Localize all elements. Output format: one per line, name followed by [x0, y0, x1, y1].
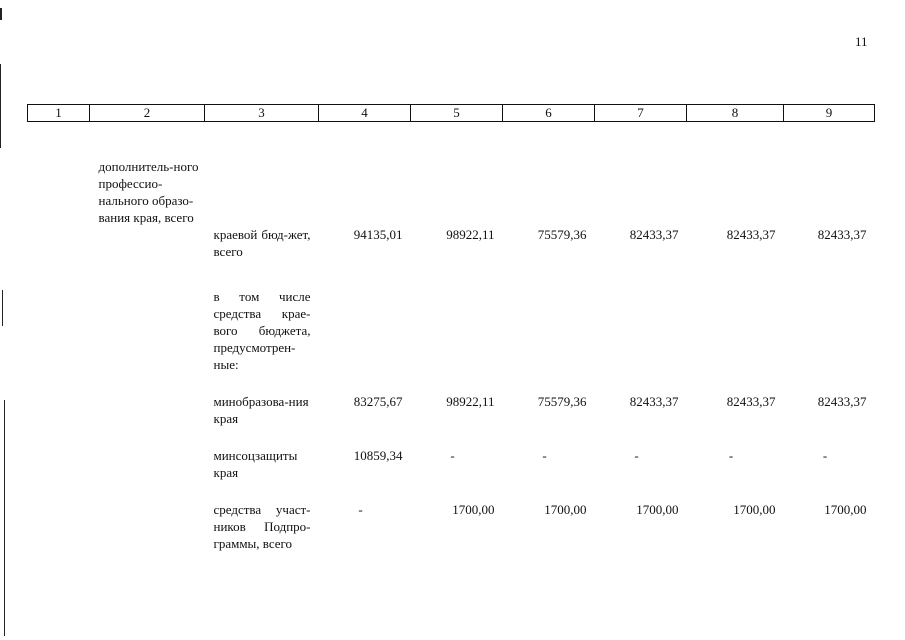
cell-value: 98922,11 [446, 394, 495, 409]
column-number: 6 [503, 105, 595, 122]
table-row [28, 260, 875, 373]
row-label: минобразова-ния края [213, 394, 309, 426]
column-number: 2 [90, 105, 205, 122]
row-label: в том числе средства крае-вого бюджета, предусмотрен-ные: [213, 289, 311, 372]
cell-value [784, 260, 875, 373]
cell-value: 1700,00 [824, 502, 867, 517]
cell-value: 10859,34 [353, 448, 403, 463]
cell-value [411, 260, 503, 373]
cell-value: 82433,37 [817, 394, 867, 409]
row-label: средства участ-ников Подпро-граммы, всего [213, 502, 311, 551]
cell-value: 82433,37 [726, 227, 776, 242]
cell-value: 1700,00 [452, 502, 495, 517]
table-row [28, 427, 875, 481]
budget-table [27, 104, 875, 552]
cell-value [595, 260, 687, 373]
cell-value: 94135,01 [353, 227, 403, 242]
cell-value [319, 260, 411, 373]
scan-mark [0, 8, 2, 20]
column-number: 1 [28, 105, 90, 122]
column-number: 7 [595, 105, 687, 122]
column-number: 8 [687, 105, 784, 122]
cell-value: - [542, 448, 547, 463]
section-title [90, 122, 205, 227]
cell-value: - [634, 448, 639, 463]
column-number: 3 [205, 105, 319, 122]
cell-value: - [450, 448, 455, 463]
column-number: 4 [319, 105, 411, 122]
cell-value: - [822, 448, 828, 463]
cell-value: 1700,00 [733, 502, 776, 517]
cell-value: 82433,37 [726, 394, 776, 409]
cell-value [687, 260, 784, 373]
column-number: 5 [411, 105, 503, 122]
row-label: краевой бюд-жет, всего [213, 227, 311, 259]
column-number-row [28, 105, 875, 122]
cell-value [503, 260, 595, 373]
cell-value: 75579,36 [537, 394, 587, 409]
table-row [28, 373, 875, 427]
cell-value: 83275,67 [353, 394, 403, 409]
column-number: 9 [784, 105, 875, 122]
cell-value: 82433,37 [629, 394, 679, 409]
section-title-text: дополнитель-ного профессио-нального образо-вания края, всего [98, 159, 199, 225]
cell-value: 1700,00 [544, 502, 587, 517]
row-label: минсоцзащиты края [213, 448, 298, 480]
table-row [28, 122, 875, 227]
table-row [28, 226, 875, 260]
scan-mark [0, 64, 1, 148]
cell-value: 82433,37 [629, 227, 679, 242]
scan-mark [4, 400, 5, 636]
cell-value: 82433,37 [817, 227, 867, 242]
scan-mark [2, 290, 3, 326]
page-number: 11 [855, 34, 868, 49]
cell-value: - [728, 448, 734, 463]
cell-value: 75579,36 [537, 227, 587, 242]
cell-value: 1700,00 [636, 502, 679, 517]
table-row [28, 481, 875, 552]
cell-value: 98922,11 [446, 227, 495, 242]
cell-value: - [358, 502, 363, 517]
